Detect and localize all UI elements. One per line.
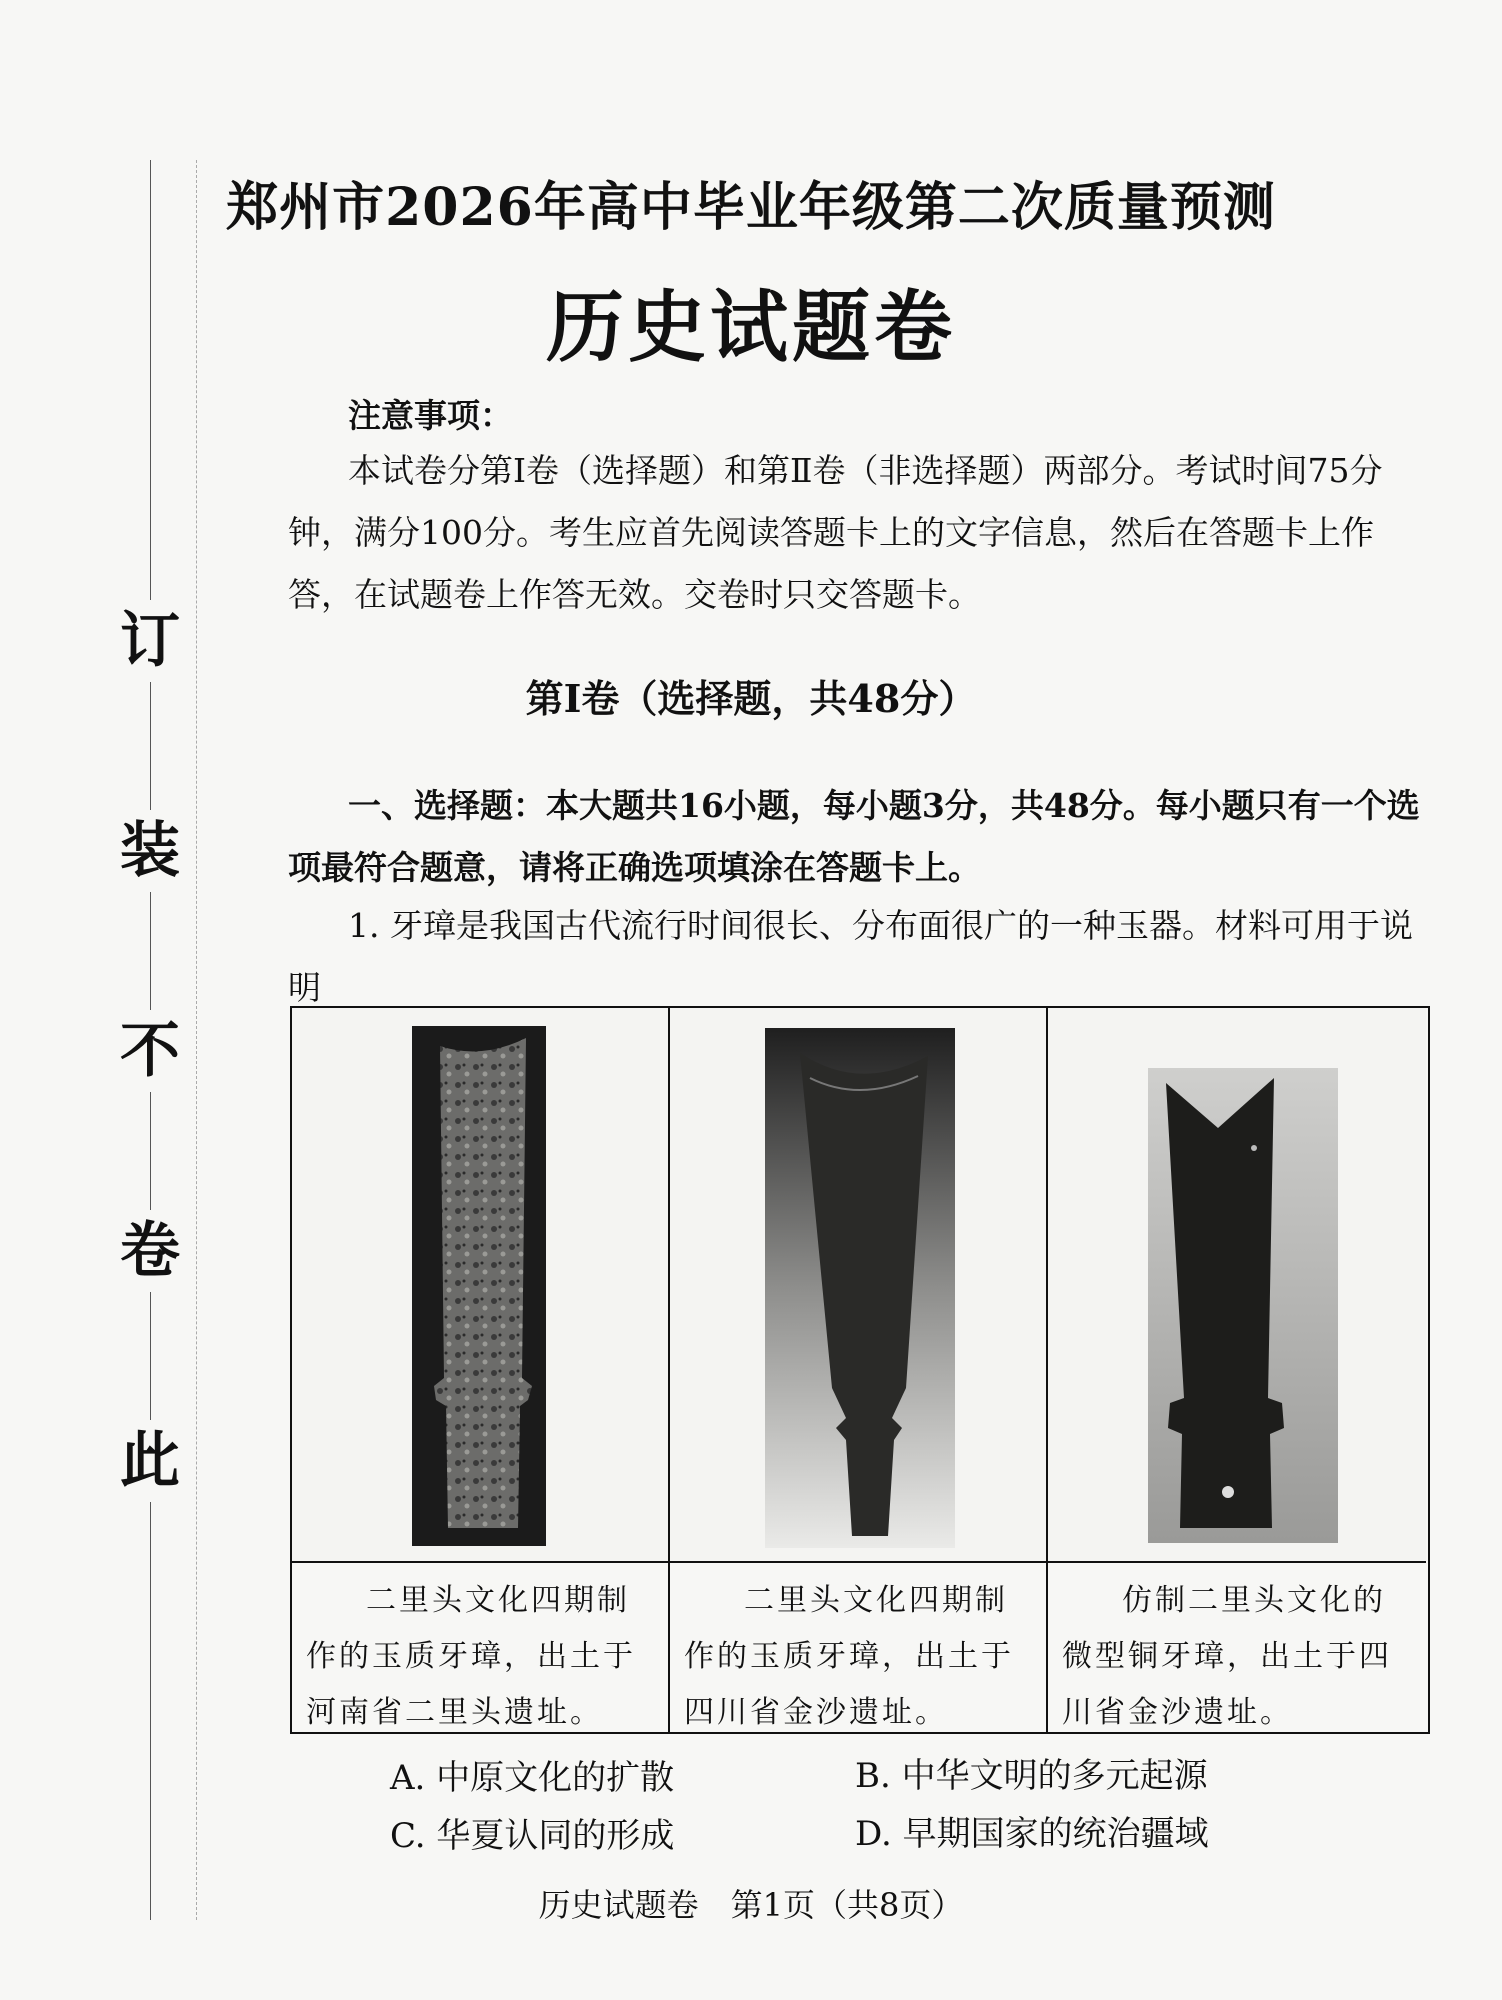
page-footer: 历史试题卷 第1页（共8页） [538,1886,964,1924]
margin-char-2: 卷 [115,1210,185,1292]
option-a: A. 中原文化的扩散 [390,1758,675,1798]
notice-title: 注意事项： [348,396,513,435]
margin-char-5: 订 [115,600,185,682]
margin-char-1: 此 [115,1420,185,1502]
figure-table [290,1006,1430,1734]
figure-caption-3: 仿制二里头文化的微型铜牙璋，出土于四川省金沙遗址。 [1062,1583,1392,1730]
exam-title: 郑州市2026年高中毕业年级第二次质量预测 [226,177,1276,238]
instructions: 一、选择题：本大题共16小题，每小题3分，共48分。每小题只有一个选项最符合题意，请将正确选项填涂在答题卡上。 [288,786,1420,887]
question-1-stem: 1. 牙璋是我国古代流行时间很长、分布面很广的一种玉器。材料可用于说明 [288,906,1413,1007]
bronze-yazhang-jinsha-image [1048,1008,1426,1563]
binding-dashed-line [196,160,198,1920]
option-b: B. 中华文明的多元起源 [855,1756,1208,1796]
figure-caption-2: 二里头文化四期制作的玉质牙璋，出土于四川省金沙遗址。 [684,1583,1014,1730]
notice-body: 本试卷分第Ⅰ卷（选择题）和第Ⅱ卷（非选择题）两部分。考试时间75分钟，满分100分。考生应首先阅读答题卡上的文字信息，然后在答题卡上作答，在试题卷上作答无效。交卷时只交答题卡。 [288,451,1383,614]
section-title: 第Ⅰ卷（选择题，共48分） [525,676,977,721]
jade-yazhang-jinsha-image [670,1008,1046,1563]
option-c: C. 华夏认同的形成 [390,1816,675,1856]
figure-col-2 [670,1008,1048,1732]
exam-subtitle: 历史试题卷 [545,282,956,373]
figure-col-3 [1048,1008,1426,1732]
figure-col-1 [292,1008,670,1732]
jade-yazhang-erlitou-image [292,1008,668,1563]
margin-char-4: 装 [115,810,185,892]
option-d: D. 早期国家的统治疆域 [855,1814,1209,1854]
figure-caption-1: 二里头文化四期制作的玉质牙璋，出土于河南省二里头遗址。 [306,1583,636,1730]
margin-char-3: 不 [115,1010,185,1092]
